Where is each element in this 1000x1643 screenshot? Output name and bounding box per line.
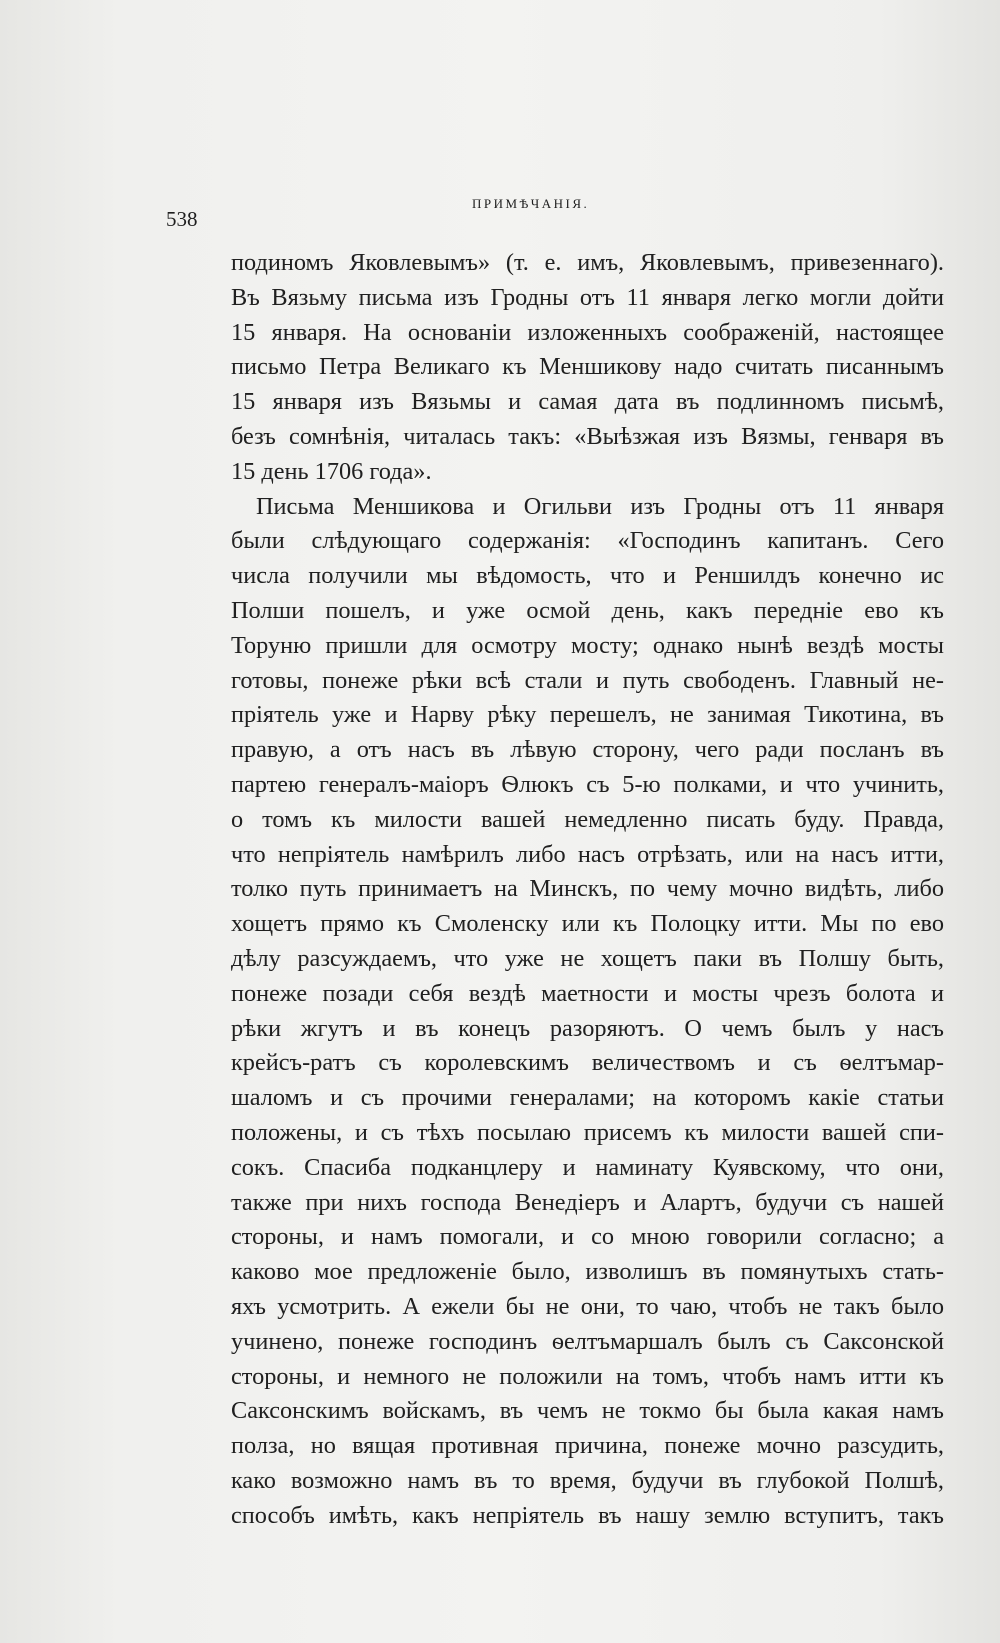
text-line: стороны, и намъ помогали, и со мною говорили согласно; а xyxy=(231,1223,944,1251)
text-line: толко путь принимаетъ на Минскъ, по чему мочно видѣть, либо xyxy=(231,875,944,903)
text-line: партею генералъ-маіоръ Ѳлюкъ съ 5-ю полками, и что учинить, xyxy=(231,770,944,798)
text-line: Саксонскимъ войскамъ, въ чемъ не токмо бы была какая намъ xyxy=(231,1397,944,1425)
text-line: 15 января. На основаніи изложенныхъ соображеній, настоящее xyxy=(231,318,944,346)
paragraph-2 xyxy=(231,490,944,1534)
text-line: хощетъ прямо къ Смоленску или къ Полоцку итти. Мы по ево xyxy=(231,910,944,938)
text-line: стороны, и немного не положили на томъ, чтобъ намъ итти къ xyxy=(231,1362,944,1390)
text-line: понеже позади себя вездѣ маетности и мосты чрезъ болота и xyxy=(231,979,944,1007)
body-text xyxy=(231,246,944,1533)
text-line: како возможно намъ въ то время, будучи въ глубокой Полшѣ, xyxy=(231,1466,944,1494)
text-line: были слѣдующаго содержанія: «Господинъ капитанъ. Сего xyxy=(231,527,944,555)
text-line: о томъ къ милости вашей немедленно писать буду. Правда, xyxy=(231,805,944,833)
text-line: рѣки жгутъ и въ конецъ разоряютъ. О чемъ былъ у насъ xyxy=(231,1014,944,1042)
text-line: учинено, понеже господинъ ѳелтъмаршалъ былъ съ Саксонской xyxy=(231,1327,944,1355)
text-line: сокъ. Спасиба подканцлеру и наминату Куявскому, что они, xyxy=(231,1153,944,1181)
text-line: пріятель уже и Нарву рѣку перешелъ, не занимая Тикотина, въ xyxy=(231,701,944,729)
text-line: числа получили мы вѣдомость, что и Реншилдъ конечно ис xyxy=(231,562,944,590)
text-line: также при нихъ господа Венедіеръ и Алартъ, будучи съ нашей xyxy=(231,1188,944,1216)
text-line: Полши пошелъ, и уже осмой день, какъ передніе ево къ xyxy=(231,596,944,624)
text-line: подиномъ Яковлевымъ» (т. е. имъ, Яковлевымъ, привезеннаго). xyxy=(231,249,944,276)
text-line: Торуню пришли для осмотру мосту; однако нынѣ вездѣ мосты xyxy=(231,631,944,659)
running-title: ПРИМѢЧАНІЯ. xyxy=(472,196,590,211)
text-line: каково мое предложеніе было, изволишъ въ помянутыхъ стать- xyxy=(231,1258,944,1286)
text-line: яхъ усмотрить. А ежели бы не они, то чаю, чтобъ не такъ было xyxy=(231,1292,944,1320)
text-line: дѣлу разсуждаемъ, что уже не хощетъ паки въ Полшу быть, xyxy=(231,944,944,972)
text-line: 15 января изъ Вязьмы и самая дата въ подлинномъ письмѣ, xyxy=(231,388,944,416)
page-header xyxy=(160,196,950,231)
text-line: правую, а отъ насъ въ лѣвую сторону, чего ради посланъ въ xyxy=(231,736,944,764)
page-number: 538 xyxy=(166,207,198,231)
text-line: Письма Меншикова и Огильви изъ Гродны отъ 11 января xyxy=(256,492,944,520)
text-line: готовы, понеже рѣки всѣ стали и путь свободенъ. Главный не- xyxy=(231,666,944,694)
text-line: что непріятель намѣрилъ либо насъ отрѣзать, или на насъ итти, xyxy=(231,840,944,868)
text-line: полза, но вящая противная причина, понеже мочно разсудить, xyxy=(231,1432,944,1460)
text-line: шаломъ и съ прочими генералами; на которомъ какіе статьи xyxy=(231,1084,944,1112)
text-line: способъ имѣть, какъ непріятель въ нашу землю вступитъ, такъ xyxy=(231,1501,944,1529)
paragraph-1 xyxy=(231,246,944,490)
text-line: безъ сомнѣнія, читалась такъ: «Выѣзжая изъ Вязмы, генваря въ xyxy=(231,422,944,450)
text-line: 15 день 1706 года». xyxy=(231,457,432,485)
text-line: положены, и съ тѣхъ посылаю присемъ къ милости вашей спи- xyxy=(231,1118,944,1146)
text-line: крейсъ-ратъ съ королевскимъ величествомъ и съ ѳелтъмар- xyxy=(231,1049,944,1077)
text-line: письмо Петра Великаго къ Меншикову надо считать писаннымъ xyxy=(231,353,944,381)
text-line: Въ Вязьму письма изъ Гродны отъ 11 января легко могли дойти xyxy=(231,283,944,311)
